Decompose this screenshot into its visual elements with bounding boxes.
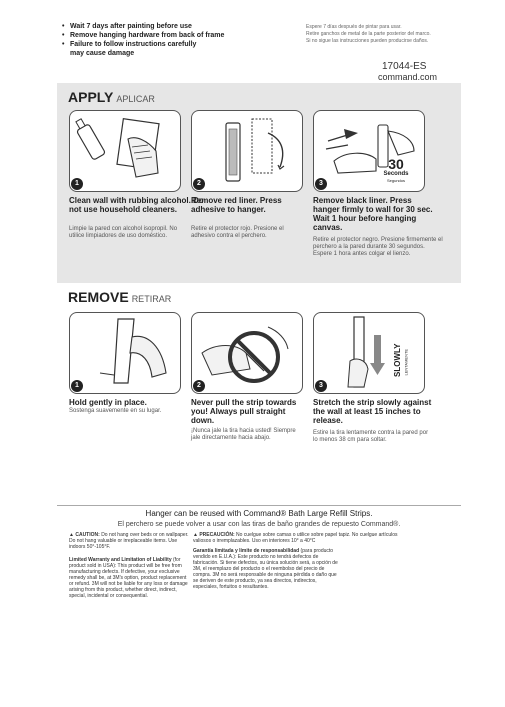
warning-item-es: Si no sigue las instrucciones pueden producirse daños.: [306, 38, 429, 44]
remove-step-2-text: Never pull the strip towards you! Always pull straight down.: [191, 398, 297, 425]
warning-item-es: Retire ganchos de metal de la parte posterior del marco.: [306, 31, 431, 37]
apply-title: APPLY: [68, 89, 114, 105]
slowly-text: SLOWLY: [393, 343, 402, 377]
apply-step-3-text: Remove black liner. Press hanger firmly to wall for 30 sec. Wait 1 hour before hanging canvas.: [313, 196, 433, 232]
warranty-label-es: Garantía limitada y límite de responsabilidad: [193, 548, 300, 554]
remove-step-1-subtext: Sostenga suavemente en su lugar.: [69, 408, 162, 414]
remove-step-1-text: Hold gently in place.: [69, 398, 147, 407]
remove-step-2-illustration: [191, 312, 303, 394]
timer-value: 30: [388, 156, 404, 172]
apply-step-2-subtext: Retire el protector rojo. Presione el adhesivo contra el perchero.: [191, 226, 284, 239]
remove-title: REMOVE: [68, 289, 129, 305]
reuse-note: Hanger can be reused with Command® Bath Large Refill Strips.: [145, 509, 373, 518]
apply-step-2-illustration: [191, 110, 303, 192]
apply-subtitle: APLICAR: [116, 94, 155, 104]
remove-step-3-text: Stretch the strip slowly against the wall at least 15 inches to release.: [313, 398, 432, 425]
timer-label: [376, 157, 416, 183]
apply-step-1-illustration: [69, 110, 181, 192]
slowly-text-es: LENTAMENTE: [403, 348, 409, 376]
step-number-badge: 3: [315, 178, 327, 190]
step-number-badge: 1: [71, 380, 83, 392]
warranty-en: [69, 557, 189, 599]
apply-step-2-text: Remove red liner. Press adhesive to hanger.: [191, 196, 282, 214]
warranty-label: Limited Warranty and Limitation of Liability: [69, 557, 172, 563]
warranty-text-es: (para producto vendido en E.U.A.): Este producto no tendrá defectos de fabricación. Si tiene defectos, su única solución será, a opción de 3M, el reemplazo del producto o el reembolso del precio de compra. 3M no será responsable de ninguna pérdida o daño que se deriven de este producto, ya sea directos, indirectos, especiales, fortuitos o resultantes.: [193, 548, 338, 590]
apply-step-3-illustration: [313, 110, 425, 192]
cleaning-illustration: [70, 111, 180, 191]
caution-text: Do not hang over beds or on wallpaper. Do not hang valuable or irreplaceable items. Use indoors 50°-105°F.: [69, 532, 189, 550]
warning-item: • Remove hanging hardware from back of frame: [62, 31, 262, 40]
slowly-label: [388, 319, 408, 387]
apply-step-1-text: Clean wall with rubbing alcohol. Do not use household cleaners.: [69, 196, 204, 214]
warnings-list-es: [306, 24, 481, 45]
apply-step-3-subtext: Retire el protector negro. Presione firmemente el perchero a la pared durante 30 segundos. Espere 1 hora antes colgar el lienzo.: [313, 237, 443, 257]
remove-subtitle: RETIRAR: [131, 294, 172, 304]
do-not-pull-illustration: [192, 313, 302, 393]
product-info: [378, 62, 437, 82]
remove-step-3-subtext: Estire la tira lentamente contra la pared por lo menos 38 cm para soltar.: [313, 430, 429, 443]
remove-step-1-illustration: [69, 312, 181, 394]
hanger-liner-illustration: [192, 111, 302, 191]
caution-text-es: No cuelgue sobre camas o utilice sobre papel tapiz. No cuelgue artículos valiosos o irremplazables. Uso en interiores 10° a 40°C: [193, 532, 398, 544]
step-number-badge: 2: [193, 178, 205, 190]
apply-heading: [68, 89, 155, 107]
divider: [57, 505, 461, 506]
warranty-text: (for product sold in USA): This product will be free from manufacturing defects. If defective, your exclusive remedy shall be, at 3M's option, product replacement or refund. 3M will not be liable for any loss or damage arising from this product, whether direct, indirect, special, incidental or consequential.: [69, 557, 188, 599]
step-number-badge: 2: [193, 380, 205, 392]
remove-step-3-illustration: [313, 312, 425, 394]
product-code: 17044-ES: [382, 61, 427, 72]
warnings-list-en: [62, 22, 262, 58]
remove-step-2-subtext: ¡Nunca jale la tira hacia usted! Siempre jale directamente hacia abajo.: [191, 428, 296, 441]
apply-step-1-subtext: Limpie la pared con alcohol isopropil. No utilice limpiadores de uso doméstico.: [69, 226, 178, 239]
caution-label-es: PRECAUCIÓN:: [199, 532, 235, 538]
remove-heading: [68, 289, 171, 307]
reuse-note-es: El perchero se puede volver a usar con las tiras de baño grandes de repuesto Command®.: [117, 521, 401, 528]
step-number-badge: 3: [315, 380, 327, 392]
caution-en: [69, 532, 189, 550]
step-number-badge: 1: [71, 178, 83, 190]
warning-triangle-icon: ▲: [69, 532, 74, 538]
caution-es: [193, 532, 403, 544]
timer-unit: Seconds: [383, 171, 409, 177]
website: command.com: [378, 72, 438, 82]
warning-triangle-icon: ▲: [193, 532, 198, 538]
hold-hanger-illustration: [70, 313, 180, 393]
warning-item: • Wait 7 days after painting before use: [62, 22, 262, 31]
warning-item-es: Espere 7 días después de pintar para usar.: [306, 24, 402, 30]
caution-label: CAUTION:: [75, 532, 100, 538]
timer-unit-es: Segundos: [386, 178, 405, 183]
warning-item: • Failure to follow instructions carefully may cause damage: [62, 40, 210, 58]
warranty-es: [193, 548, 343, 590]
